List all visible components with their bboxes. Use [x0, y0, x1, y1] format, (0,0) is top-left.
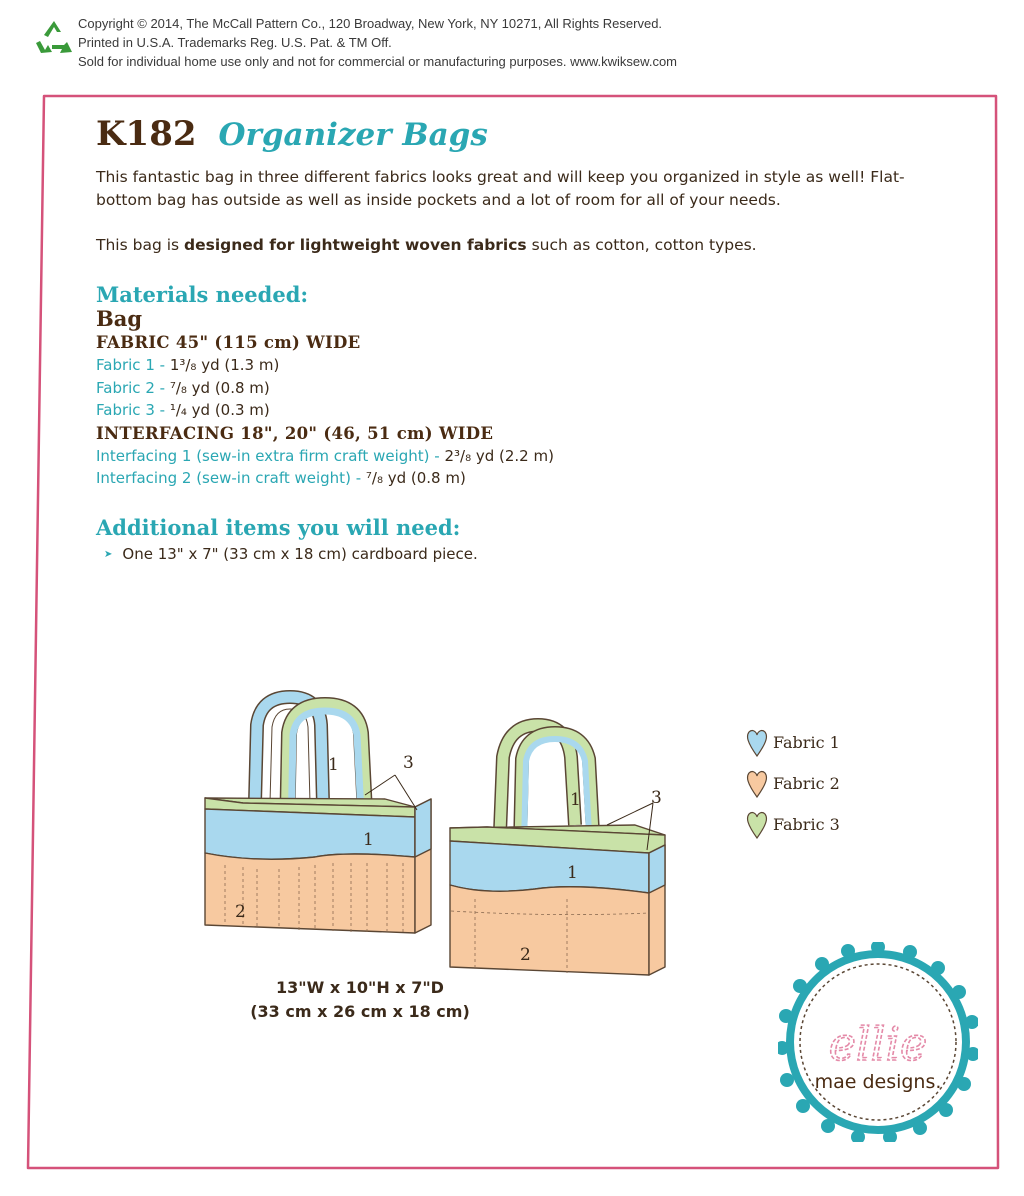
materials-heading: Materials needed: [96, 282, 309, 307]
fabric-note-pre: This bag is [96, 236, 185, 254]
legend-item-fabric-1 [745, 722, 840, 763]
fabric-3-line [96, 399, 916, 422]
page-title: Organizer Bags [218, 117, 488, 153]
fabric-1-amount: 1³/₈ yd (1.3 m) [169, 356, 280, 374]
fabric-note-post: such as cotton, cotton types. [526, 236, 757, 254]
fabric-1-label: Fabric 1 - [96, 356, 170, 374]
legend-item-fabric-2 [745, 763, 840, 804]
logo-text: mae designs. [814, 1071, 942, 1093]
bag-illustration [195, 685, 675, 985]
right-handle-label: 1 [570, 790, 581, 810]
interfacing-1-line [96, 445, 916, 468]
fabric-note [96, 234, 916, 257]
main-content [96, 114, 916, 566]
fabric-2-label: Fabric 2 - [96, 378, 170, 397]
copyright-line-3: Sold for individual home use only and not for commercial or manufacturing purposes. www.kwiksew.com [78, 54, 677, 69]
heart-icon [745, 769, 769, 799]
right-pocket-label: 2 [520, 945, 531, 965]
fabric-width-heading: FABRIC 45" (115 cm) WIDE [96, 333, 361, 352]
bullet-arrow-icon: ➤ [104, 548, 113, 560]
left-pocket-label: 2 [235, 902, 246, 922]
fabric-note-bold: designed for lightweight woven fabrics [184, 236, 527, 254]
heart-icon [745, 728, 769, 758]
bag-heading: Bag [96, 306, 143, 331]
intro-paragraph: This fantastic bag in three different fabrics looks great and will keep you organized in style as well! Flat-bottom bag has outside as well as inside pockets and a lot of room for all of your needs. [96, 168, 905, 209]
fabric-2-line [96, 377, 916, 400]
right-bag [450, 725, 665, 975]
copyright-block [34, 14, 794, 71]
copyright-line-2: Printed in U.S.A. Trademarks Reg. U.S. Pat. & TM Off. [78, 35, 392, 50]
interfacing-2-amount: ⁷/₈ yd (0.8 m) [365, 469, 466, 487]
left-body-label: 1 [363, 830, 374, 850]
interfacing-1-label: Interfacing 1 (sew-in extra firm craft weight) - [96, 446, 445, 465]
right-body-label: 1 [567, 863, 578, 883]
ellie-mae-logo [778, 942, 978, 1142]
legend-label-fabric-3: Fabric 3 [773, 815, 840, 834]
left-rim-label: 3 [403, 753, 414, 773]
fabric-3-label: Fabric 3 - [96, 401, 170, 419]
dims-metric: (33 cm x 26 cm x 18 cm) [250, 1002, 470, 1021]
additional-item-text: One 13" x 7" (33 cm x 18 cm) cardboard piece. [122, 544, 478, 563]
left-handle-label: 1 [328, 755, 339, 775]
additional-item [96, 543, 916, 566]
interfacing-1-amount: 2³/₈ yd (2.2 m) [444, 446, 554, 465]
dims-imperial: 13"W x 10"H x 7"D [276, 978, 444, 997]
fabric-1-line [96, 354, 916, 377]
bag-dimensions [190, 976, 530, 1024]
legend-label-fabric-1: Fabric 1 [773, 733, 840, 752]
fabric-2-amount: ⁷/₈ yd (0.8 m) [169, 378, 270, 397]
copyright-line-1: Copyright © 2014, The McCall Pattern Co., 120 Broadway, New York, NY 10271, All Rights Reserved. [78, 16, 663, 31]
left-bag [205, 697, 431, 933]
legend-item-fabric-3 [745, 804, 840, 845]
recycle-icon [34, 18, 74, 58]
interfacing-2-label: Interfacing 2 (sew-in craft weight) - [96, 469, 366, 487]
interfacing-heading: INTERFACING 18", 20" (46, 51 cm) WIDE [96, 423, 494, 443]
fabric-3-amount: ¹/₄ yd (0.3 m) [169, 401, 270, 419]
pattern-code: K182 [96, 114, 197, 154]
title-row [96, 114, 916, 166]
logo-script: ellie [828, 1017, 928, 1071]
fabric-legend [745, 722, 840, 845]
heart-icon [745, 810, 769, 840]
interfacing-2-line [96, 467, 916, 490]
legend-label-fabric-2: Fabric 2 [773, 774, 840, 793]
right-rim-label: 3 [651, 788, 662, 808]
additional-heading: Additional items you will need: [96, 514, 461, 540]
